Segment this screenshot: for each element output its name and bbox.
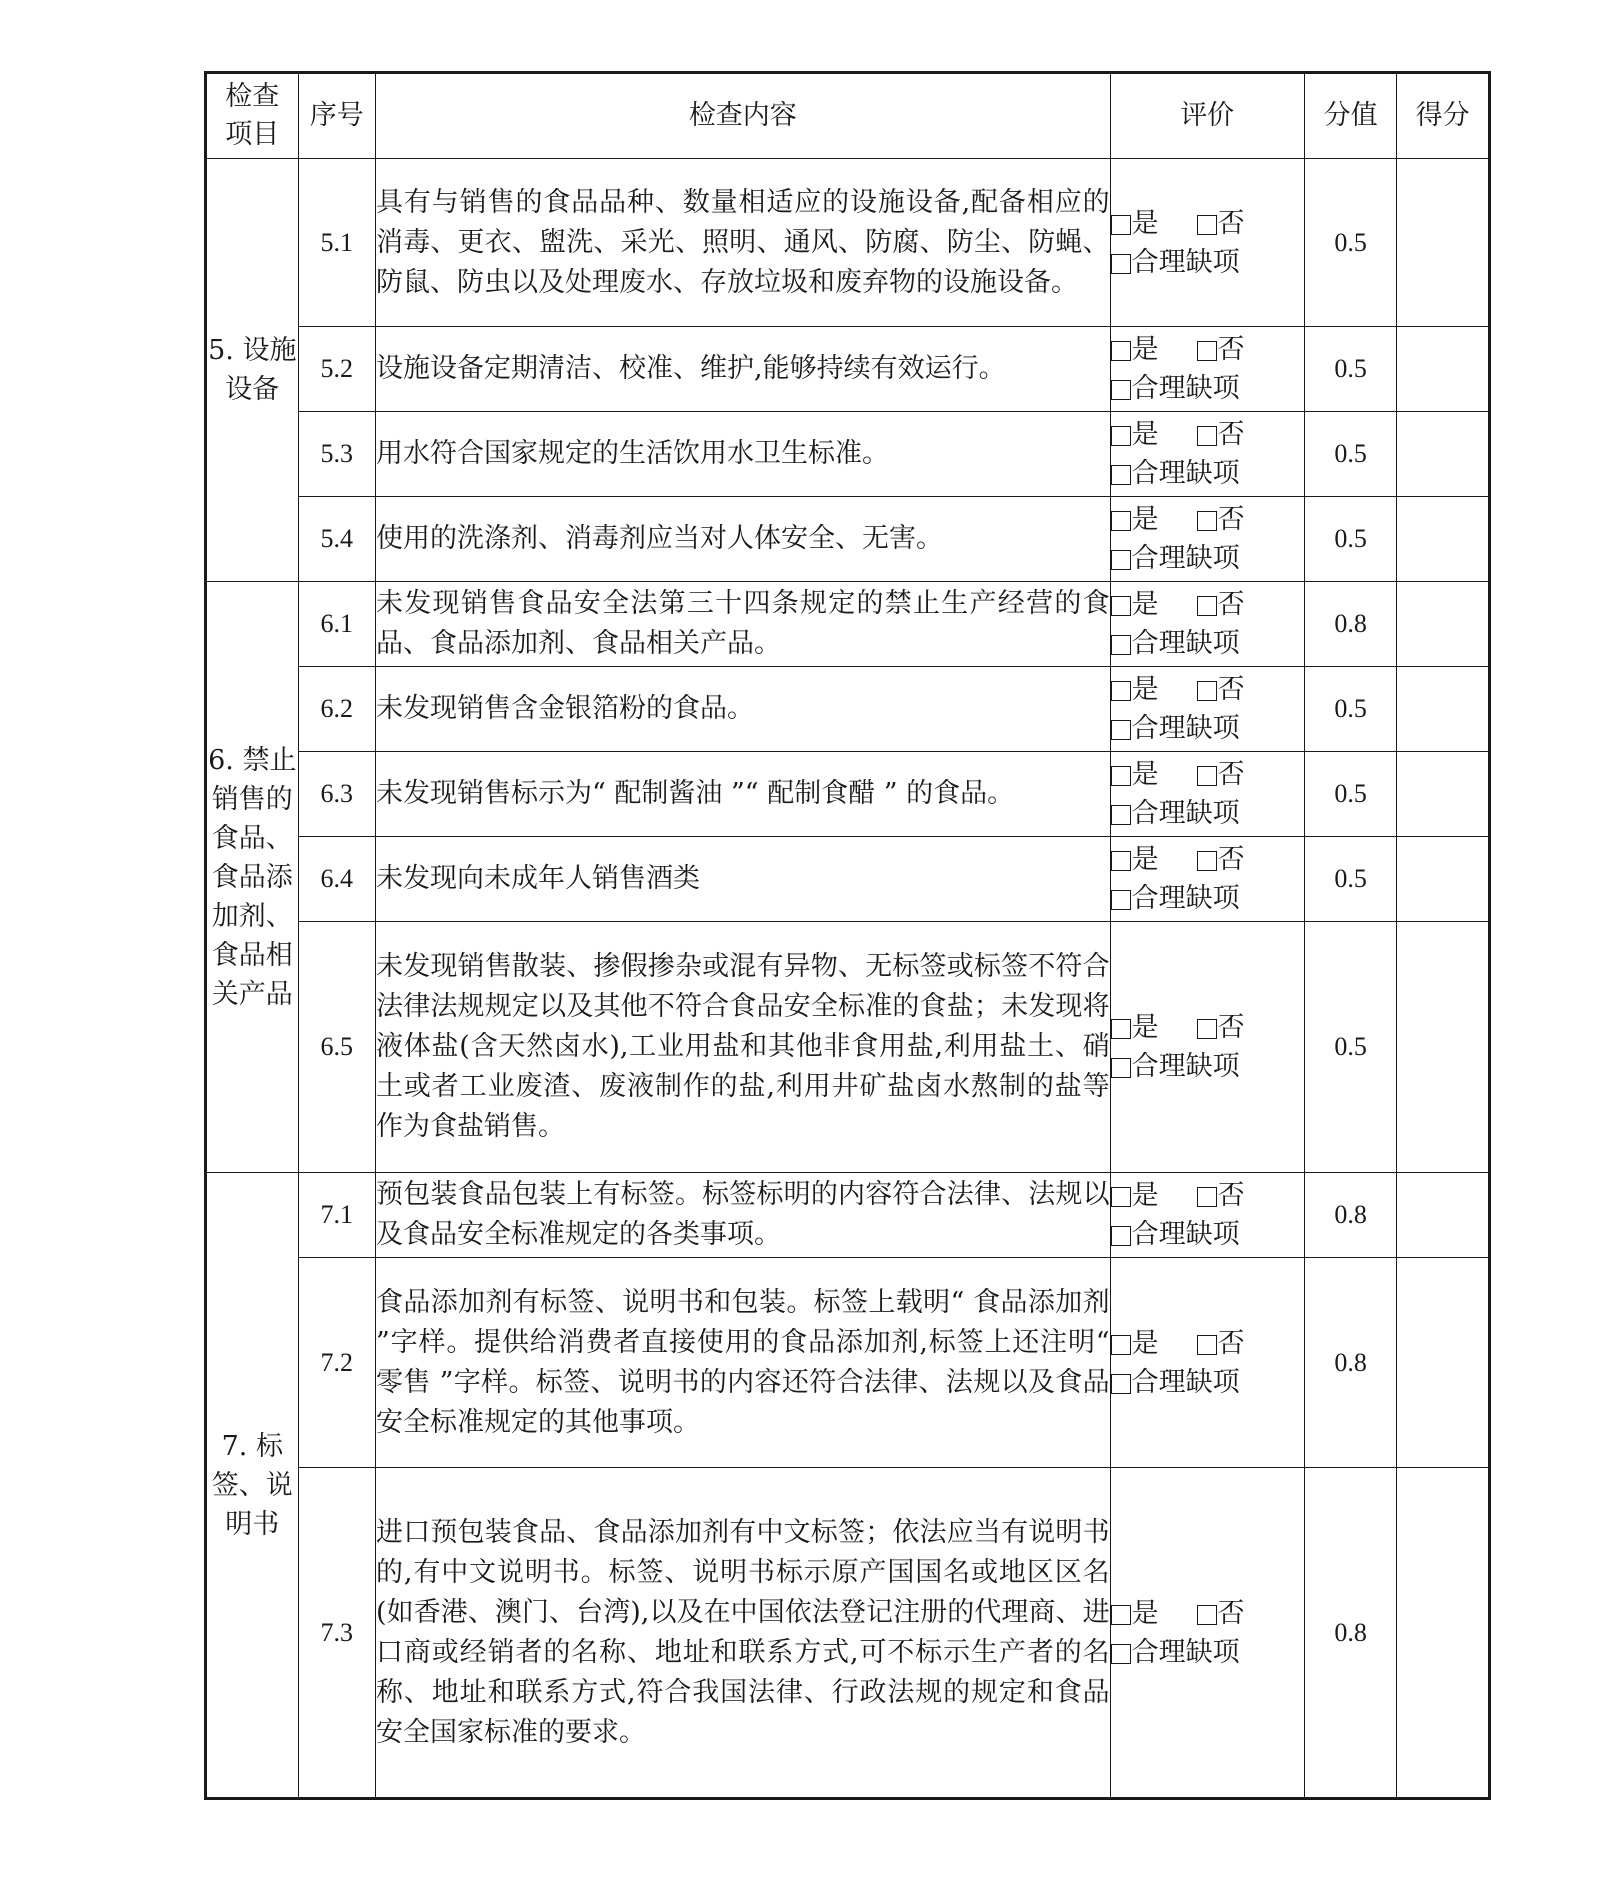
- seq-cell: 7.3: [298, 1468, 375, 1799]
- eval-cell: [1110, 1173, 1304, 1258]
- header-got: 得分: [1397, 73, 1490, 159]
- score-cell: 0.5: [1304, 327, 1397, 412]
- eval-cell: [1110, 497, 1304, 582]
- seq-cell: 5.2: [298, 327, 375, 412]
- yes-checkbox[interactable]: [1111, 1605, 1131, 1625]
- yes-label: 是: [1131, 1597, 1159, 1629]
- yes-checkbox[interactable]: [1111, 851, 1131, 871]
- na-label: 合理缺项: [1131, 246, 1240, 278]
- no-label: 否: [1217, 674, 1245, 705]
- na-checkbox[interactable]: [1111, 1644, 1131, 1664]
- content-cell: [376, 667, 1111, 752]
- table-row: [206, 327, 1490, 412]
- got-score-field[interactable]: [1397, 837, 1490, 922]
- content-cell: [376, 1468, 1111, 1799]
- yes-label: 是: [1131, 419, 1159, 450]
- table-row: [206, 159, 1490, 327]
- content-text: 未发现销售食品安全法第三十四条规定的禁止生产经营的食品、食品添加剂、食品相关产品。: [376, 588, 1110, 659]
- yes-label: 是: [1131, 504, 1159, 535]
- score-cell: 0.8: [1304, 1468, 1397, 1799]
- na-checkbox[interactable]: [1111, 805, 1131, 825]
- yes-checkbox[interactable]: [1111, 596, 1131, 616]
- seq-cell: 5.4: [298, 497, 375, 582]
- no-checkbox[interactable]: [1197, 681, 1217, 701]
- got-score-field[interactable]: [1397, 1173, 1490, 1258]
- no-checkbox[interactable]: [1197, 766, 1217, 786]
- content-text: 设施设备定期清洁、校准、维护,能够持续有效运行。: [376, 353, 1006, 384]
- content-cell: [376, 159, 1111, 327]
- score-cell: 0.5: [1304, 752, 1397, 837]
- table-row: [206, 1258, 1490, 1468]
- score-cell: 0.8: [1304, 1173, 1397, 1258]
- table-row: [206, 667, 1490, 752]
- yes-checkbox[interactable]: [1111, 1187, 1131, 1207]
- seq-cell: 5.1: [298, 159, 375, 327]
- got-score-field[interactable]: [1397, 752, 1490, 837]
- header-seq: 序号: [298, 73, 375, 159]
- got-score-field[interactable]: [1397, 327, 1490, 412]
- no-label: 否: [1217, 1180, 1245, 1211]
- yes-checkbox[interactable]: [1111, 1019, 1131, 1039]
- na-checkbox[interactable]: [1111, 890, 1131, 910]
- yes-checkbox[interactable]: [1111, 681, 1131, 701]
- got-score-field[interactable]: [1397, 582, 1490, 667]
- category-cell: 6. 禁止 销售的 食品、 食品添 加剂、 食品相 关产品: [206, 582, 299, 1173]
- seq-cell: 5.3: [298, 412, 375, 497]
- na-checkbox[interactable]: [1111, 1374, 1131, 1394]
- na-checkbox[interactable]: [1111, 254, 1131, 274]
- no-checkbox[interactable]: [1197, 215, 1217, 235]
- na-checkbox[interactable]: [1111, 1058, 1131, 1078]
- seq-cell: 6.3: [298, 752, 375, 837]
- eval-cell: [1110, 752, 1304, 837]
- no-label: 否: [1217, 334, 1245, 365]
- yes-label: 是: [1131, 1327, 1159, 1359]
- header-category: 检查 项目: [206, 73, 299, 159]
- no-label: 否: [1217, 504, 1245, 535]
- inspection-table: [204, 71, 1491, 1800]
- header-row: [206, 73, 1490, 159]
- table-row: [206, 752, 1490, 837]
- seq-cell: 7.2: [298, 1258, 375, 1468]
- eval-cell: [1110, 922, 1304, 1173]
- eval-cell: [1110, 1258, 1304, 1468]
- seq-cell: 7.1: [298, 1173, 375, 1258]
- na-label: 合理缺项: [1131, 713, 1240, 744]
- content-text: 用水符合国家规定的生活饮用水卫生标准。: [376, 438, 890, 469]
- got-score-field[interactable]: [1397, 497, 1490, 582]
- yes-checkbox[interactable]: [1111, 1335, 1131, 1355]
- no-checkbox[interactable]: [1197, 1019, 1217, 1039]
- na-label: 合理缺项: [1131, 543, 1240, 574]
- na-label: 合理缺项: [1131, 628, 1240, 659]
- na-label: 合理缺项: [1131, 1636, 1240, 1668]
- no-label: 否: [1217, 1327, 1245, 1359]
- yes-checkbox[interactable]: [1111, 766, 1131, 786]
- na-checkbox[interactable]: [1111, 465, 1131, 485]
- no-label: 否: [1217, 1012, 1245, 1043]
- table-row: [206, 922, 1490, 1173]
- got-score-field[interactable]: [1397, 922, 1490, 1173]
- na-checkbox[interactable]: [1111, 380, 1131, 400]
- no-checkbox[interactable]: [1197, 341, 1217, 361]
- eval-cell: [1110, 837, 1304, 922]
- table-row: [206, 412, 1490, 497]
- content-text: 未发现销售散装、掺假掺杂或混有异物、无标签或标签不符合法律法规规定以及其他不符合食品安全标准的食盐；未发现将液体盐(含天然卤水),工业用盐和其他非食用盐,利用盐土、硝土或者工业废渣、废液制作的盐,利用井矿盐卤水熬制的盐等作为食盐销售。: [376, 951, 1110, 1142]
- eval-cell: [1110, 1468, 1304, 1799]
- no-checkbox[interactable]: [1197, 1335, 1217, 1355]
- score-cell: 0.5: [1304, 837, 1397, 922]
- no-label: 否: [1217, 589, 1245, 620]
- no-label: 否: [1217, 207, 1245, 239]
- eval-cell: [1110, 412, 1304, 497]
- table-row: [206, 497, 1490, 582]
- no-label: 否: [1217, 759, 1245, 790]
- no-checkbox[interactable]: [1197, 851, 1217, 871]
- no-label: 否: [1217, 1597, 1245, 1629]
- na-label: 合理缺项: [1131, 798, 1240, 829]
- category-cell: 7. 标 签、说 明书: [206, 1173, 299, 1799]
- content-text: 具有与销售的食品品种、数量相适应的设施设备,配备相应的消毒、更衣、盥洗、采光、照明、通风、防腐、防尘、防蝇、防鼠、防虫以及处理废水、存放垃圾和废弃物的设施设备。: [376, 186, 1110, 298]
- na-checkbox[interactable]: [1111, 550, 1131, 570]
- eval-cell: [1110, 159, 1304, 327]
- table-row: [206, 837, 1490, 922]
- content-text: 食品添加剂有标签、说明书和包装。标签上载明“ 食品添加剂 ”字样。提供给消费者直接使用的食品添加剂,标签上还注明“ 零售 ”字样。标签、说明书的内容还符合法律、法规以及食品安全标准规定的其他事项。: [376, 1286, 1110, 1438]
- content-cell: [376, 582, 1111, 667]
- table-row: [206, 582, 1490, 667]
- content-cell: [376, 327, 1111, 412]
- content-cell: [376, 837, 1111, 922]
- content-cell: [376, 497, 1111, 582]
- content-cell: [376, 412, 1111, 497]
- no-checkbox[interactable]: [1197, 1605, 1217, 1625]
- got-score-field[interactable]: [1397, 159, 1490, 327]
- no-label: 否: [1217, 844, 1245, 875]
- table-row: [206, 1173, 1490, 1258]
- content-text: 未发现向未成年人销售酒类: [376, 863, 701, 894]
- no-checkbox[interactable]: [1197, 426, 1217, 446]
- yes-label: 是: [1131, 334, 1159, 365]
- got-score-field[interactable]: [1397, 1468, 1490, 1799]
- content-text: 未发现销售含金银箔粉的食品。: [376, 693, 755, 724]
- header-score: 分值: [1304, 73, 1397, 159]
- category-cell: 5. 设施 设备: [206, 159, 299, 582]
- score-cell: 0.5: [1304, 412, 1397, 497]
- yes-checkbox[interactable]: [1111, 426, 1131, 446]
- content-cell: [376, 1173, 1111, 1258]
- got-score-field[interactable]: [1397, 412, 1490, 497]
- table-row: [206, 1468, 1490, 1799]
- yes-label: 是: [1131, 589, 1159, 620]
- score-cell: 0.8: [1304, 582, 1397, 667]
- yes-checkbox[interactable]: [1111, 511, 1131, 531]
- na-label: 合理缺项: [1131, 1366, 1240, 1398]
- content-text: 预包装食品包装上有标签。标签标明的内容符合法律、法规以及食品安全标准规定的各类事项。: [376, 1179, 1110, 1250]
- content-cell: [376, 752, 1111, 837]
- header-content: 检查内容: [376, 73, 1111, 159]
- yes-label: 是: [1131, 1180, 1159, 1211]
- no-checkbox[interactable]: [1197, 1187, 1217, 1207]
- yes-label: 是: [1131, 1012, 1159, 1043]
- table-body: [206, 159, 1490, 1799]
- got-score-field[interactable]: [1397, 1258, 1490, 1468]
- seq-cell: 6.5: [298, 922, 375, 1173]
- na-checkbox[interactable]: [1111, 720, 1131, 740]
- got-score-field[interactable]: [1397, 667, 1490, 752]
- score-cell: 0.8: [1304, 1258, 1397, 1468]
- no-checkbox[interactable]: [1197, 596, 1217, 616]
- content-text: 未发现销售标示为“ 配制酱油 ”“ 配制食醋 ” 的食品。: [376, 778, 1015, 809]
- na-label: 合理缺项: [1131, 1219, 1240, 1250]
- eval-cell: [1110, 582, 1304, 667]
- eval-cell: [1110, 327, 1304, 412]
- content-text: 进口预包装食品、食品添加剂有中文标签；依法应当有说明书的,有中文说明书。标签、说明书标示原产国国名或地区区名(如香港、澳门、台湾),以及在中国依法登记注册的代理商、进口商或经销者的名称、地址和联系方式,可不标示生产者的名称、地址和联系方式,符合我国法律、行政法规的规定和食品安全国家标准的要求。: [376, 1516, 1110, 1748]
- yes-label: 是: [1131, 207, 1159, 239]
- na-label: 合理缺项: [1131, 458, 1240, 489]
- seq-cell: 6.4: [298, 837, 375, 922]
- no-label: 否: [1217, 419, 1245, 450]
- yes-checkbox[interactable]: [1111, 215, 1131, 235]
- score-cell: 0.5: [1304, 159, 1397, 327]
- eval-cell: [1110, 667, 1304, 752]
- no-checkbox[interactable]: [1197, 511, 1217, 531]
- na-label: 合理缺项: [1131, 883, 1240, 914]
- yes-label: 是: [1131, 674, 1159, 705]
- header-eval: 评价: [1110, 73, 1304, 159]
- content-cell: [376, 922, 1111, 1173]
- seq-cell: 6.1: [298, 582, 375, 667]
- content-cell: [376, 1258, 1111, 1468]
- seq-cell: 6.2: [298, 667, 375, 752]
- na-checkbox[interactable]: [1111, 1226, 1131, 1246]
- score-cell: 0.5: [1304, 922, 1397, 1173]
- na-label: 合理缺项: [1131, 1051, 1240, 1082]
- yes-label: 是: [1131, 759, 1159, 790]
- score-cell: 0.5: [1304, 497, 1397, 582]
- yes-checkbox[interactable]: [1111, 341, 1131, 361]
- score-cell: 0.5: [1304, 667, 1397, 752]
- yes-label: 是: [1131, 844, 1159, 875]
- na-label: 合理缺项: [1131, 373, 1240, 404]
- na-checkbox[interactable]: [1111, 635, 1131, 655]
- content-text: 使用的洗涤剂、消毒剂应当对人体安全、无害。: [376, 523, 944, 554]
